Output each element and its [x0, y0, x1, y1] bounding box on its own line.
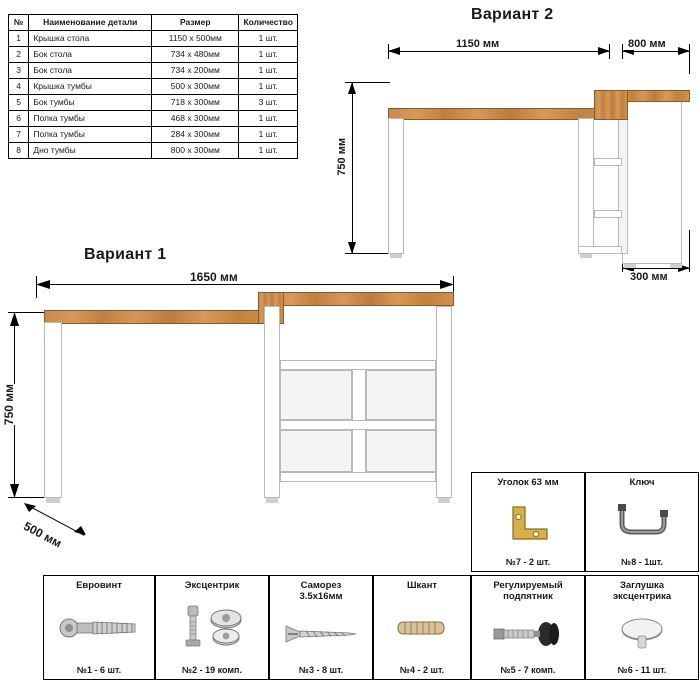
- worktop-corner: [594, 90, 628, 120]
- dim-tick: [345, 253, 390, 254]
- dim-tick: [36, 276, 37, 298]
- table-row: [9, 63, 298, 79]
- worktop-right-slab: [268, 292, 454, 306]
- cabinet-niche-right-upper: [366, 370, 436, 420]
- dim-arrow: [24, 500, 38, 512]
- cabinet-left-side-panel: [264, 306, 280, 498]
- cell-name: Бок стола: [29, 63, 152, 79]
- cell-num: 2: [9, 47, 29, 63]
- cell-size: 284 x 300мм: [152, 127, 239, 143]
- dowel-icon: [374, 591, 470, 665]
- cell-name: Бок тумбы: [29, 95, 152, 111]
- dim-arrow: [438, 279, 454, 290]
- table-row: [9, 31, 298, 47]
- col-qty: Количество: [239, 15, 298, 31]
- dim-v2-height-label: 750 мм: [336, 138, 348, 176]
- hardware-title-line2: 3.5х16мм: [299, 591, 343, 602]
- parts-table: [8, 14, 298, 159]
- desk-left-leg-panel: [44, 322, 62, 498]
- dim-arrow: [676, 46, 690, 56]
- dim-tick: [345, 82, 390, 83]
- dim-arrow: [347, 240, 357, 254]
- hardware-card-podpyatnik: [471, 575, 585, 680]
- table-row: [9, 111, 298, 127]
- cell-size: 468 x 300мм: [152, 111, 239, 127]
- hardware-card-shkant: [373, 575, 471, 680]
- worktop-left-slab: [44, 310, 274, 324]
- hardware-title: Шкант: [407, 580, 437, 591]
- hardware-title-line2: подпятник: [503, 591, 553, 602]
- cell-name: Полка тумбы: [29, 111, 152, 127]
- corner-bracket-icon: [472, 488, 584, 557]
- cell-size: 1150 x 500мм: [152, 31, 239, 47]
- foot: [46, 498, 60, 503]
- cabinet-niche-left-lower: [280, 430, 352, 472]
- cabinet-bottom: [578, 246, 622, 254]
- cell-num: 6: [9, 111, 29, 127]
- dim-v1-height-label: 750 мм: [2, 384, 16, 426]
- allen-key-icon: [586, 488, 698, 557]
- table-row: [9, 143, 298, 159]
- cabinet-niche-left-upper: [280, 370, 352, 420]
- variant2-title: Вариант 2: [471, 6, 554, 23]
- hardware-card-klyuch: [585, 472, 699, 572]
- cell-qty: 1 шт.: [239, 31, 298, 47]
- variant1-title: Вариант 1: [84, 246, 167, 263]
- hardware-qty: №3 - 8 шт.: [298, 665, 344, 675]
- cell-qty: 1 шт.: [239, 63, 298, 79]
- cell-qty: 1 шт.: [239, 111, 298, 127]
- hardware-title: [613, 576, 671, 602]
- cell-name: Крышка стола: [29, 31, 152, 47]
- cabinet-center-divider: [578, 118, 594, 254]
- cabinet-shelf-upper: [280, 360, 436, 370]
- hardware-title-line2: эксцентрика: [612, 591, 672, 602]
- col-size: Размер: [152, 15, 239, 31]
- cell-size: 734 x 200мм: [152, 63, 239, 79]
- dim-v2-width-line: [388, 51, 610, 52]
- hardware-title-line1: Саморез: [300, 580, 342, 591]
- cell-qty: 1 шт.: [239, 47, 298, 63]
- hardware-card-evrovint: [43, 575, 155, 680]
- table-row: [9, 79, 298, 95]
- dim-v1-depth-label: 500 мм: [21, 518, 65, 551]
- cabinet-right-side-panel: [436, 306, 452, 498]
- cabinet-shelf-lower: [594, 210, 622, 218]
- hardware-card-zaglushka: [585, 575, 699, 680]
- cell-num: 3: [9, 63, 29, 79]
- hardware-title: Эксцентрик: [184, 580, 240, 591]
- hardware-qty: №5 - 7 комп.: [500, 665, 556, 675]
- dim-tick: [689, 230, 690, 272]
- dim-v1-width-line: [36, 284, 454, 285]
- cell-name: Дно тумбы: [29, 143, 152, 159]
- hardware-title: [299, 576, 342, 602]
- cell-name: Бок стола: [29, 47, 152, 63]
- hardware-qty: №7 - 2 шт.: [505, 557, 551, 567]
- adjustable-foot-icon: [472, 602, 584, 665]
- cell-name: Крышка тумбы: [29, 79, 152, 95]
- cabinet-bottom-panel: [280, 472, 436, 482]
- hardware-qty: №4 - 2 шт.: [399, 665, 445, 675]
- dim-v2-width-label: 1150 мм: [456, 38, 500, 50]
- hardware-qty: №6 - 11 шт.: [617, 665, 667, 675]
- dim-v2-depth-label: 800 мм: [628, 38, 666, 50]
- dim-arrow: [9, 482, 20, 498]
- col-num: №: [9, 15, 29, 31]
- hardware-title: Евровинт: [76, 580, 122, 591]
- dim-arrow: [9, 312, 20, 328]
- cell-num: 5: [9, 95, 29, 111]
- dim-v2-height-line: [352, 82, 353, 254]
- dim-tick: [8, 312, 48, 313]
- cell-name: Полка тумбы: [29, 127, 152, 143]
- dim-arrow: [36, 279, 52, 290]
- cabinet-shelf-middle: [280, 420, 436, 430]
- hardware-qty: №2 - 19 комп.: [182, 665, 242, 675]
- cap-cover-icon: [586, 602, 698, 665]
- cell-qty: 1 шт.: [239, 143, 298, 159]
- screw-icon: [270, 602, 372, 665]
- cabinet-right-inner-panel: [618, 104, 628, 254]
- table-header-row: [9, 15, 298, 31]
- hardware-title-line1: Заглушка: [619, 580, 665, 591]
- dim-v2-side-label: 300 мм: [630, 271, 668, 283]
- cam-lock-icon: [156, 591, 268, 665]
- foot: [266, 498, 278, 503]
- hardware-title-line1: Регулируемый: [493, 580, 563, 591]
- hardware-card-ugolok: [471, 472, 585, 572]
- cell-size: 734 x 480мм: [152, 47, 239, 63]
- dim-v1-width-label: 1650 мм: [190, 270, 238, 284]
- cell-size: 800 x 300мм: [152, 143, 239, 159]
- hardware-title: Уголок 63 мм: [497, 477, 559, 488]
- cell-size: 500 x 300мм: [152, 79, 239, 95]
- desk-left-leg-panel: [388, 118, 404, 254]
- variant2-drawing: [330, 30, 700, 285]
- cell-num: 8: [9, 143, 29, 159]
- foot: [390, 254, 402, 258]
- hardware-qty: №1 - 6 шт.: [76, 665, 122, 675]
- col-name: Наименование детали: [29, 15, 152, 31]
- hardware-card-ekscentrik: [155, 575, 269, 680]
- cabinet-shelf-upper: [594, 158, 622, 166]
- dim-v1-depth-group: [20, 498, 110, 558]
- foot: [670, 264, 682, 268]
- dim-arrow: [388, 46, 402, 56]
- cell-num: 4: [9, 79, 29, 95]
- confirmat-screw-icon: [44, 591, 154, 665]
- variant1-drawing: [0, 262, 470, 562]
- hardware-title: Ключ: [629, 477, 655, 488]
- dim-arrow: [72, 524, 86, 536]
- cabinet-right-outer-panel: [622, 96, 682, 264]
- hardware-qty: №8 - 1шт.: [621, 557, 663, 567]
- cell-num: 1: [9, 31, 29, 47]
- hardware-card-samorez: [269, 575, 373, 680]
- hardware-title: [493, 576, 562, 602]
- cell-num: 7: [9, 127, 29, 143]
- dim-arrow: [596, 46, 610, 56]
- table-row: [9, 95, 298, 111]
- foot: [580, 254, 592, 258]
- cabinet-niche-right-lower: [366, 430, 436, 472]
- foot: [624, 264, 636, 268]
- foot: [438, 498, 450, 503]
- dim-arrow: [347, 82, 357, 96]
- cell-qty: 1 шт.: [239, 79, 298, 95]
- cell-qty: 1 шт.: [239, 127, 298, 143]
- cell-qty: 3 шт.: [239, 95, 298, 111]
- cell-size: 718 x 300мм: [152, 95, 239, 111]
- table-row: [9, 127, 298, 143]
- table-row: [9, 47, 298, 63]
